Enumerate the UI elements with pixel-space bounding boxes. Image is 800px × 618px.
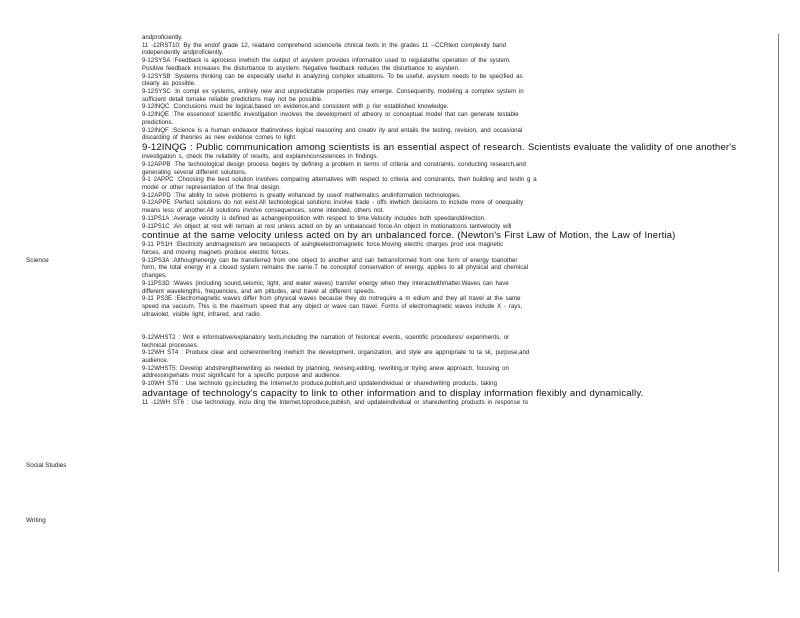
- standards-line: investigation s, check the reliability of results, and explaininconsistences in findings.: [142, 153, 379, 161]
- standards-line: advantage of technology's capacity to link to other information and to display information flexibly and dynamically.: [142, 387, 644, 399]
- standards-line: audience.: [142, 356, 169, 364]
- standards-line: predictions.: [142, 118, 174, 126]
- standards-line: 11 -12WH ST6 : Use technology, inclu ding the Internet,toproduce,publish, and updateindividual or sharedwriting products in response to: [142, 398, 529, 406]
- subject-writing: Writing: [26, 517, 46, 524]
- standards-line: discarding of theories as new evidence comes to light.: [142, 134, 297, 142]
- standards-line: 9-11PS3D :Waves (including sound,seismic, light, and water waves) transfer energy when they interactwithmatter.Waves can have: [142, 279, 509, 287]
- standards-line: generating several different solutions.: [142, 168, 247, 176]
- standards-line: 9-11 PS3E :Electromagnetic waves differ from physical waves because they do notrequire a m edium and they all travel at the same: [142, 295, 521, 303]
- standards-line: 9-12WH ST4 : Produce clear and coherentwriting inwhich the development, organization, and style are appropriate to ta sk, purpose,and: [142, 349, 530, 357]
- standards-line: 9-10WH ST6 : Use technolo gy,including the Internet,to produce,publish,and updateindividual or sharedwriting products, taking: [142, 380, 497, 388]
- standards-line: model or other representation of the final design.: [142, 183, 281, 191]
- standards-line: Positive feedback increases the disturbance to asystem. Negative feedback reduces the disturbance to asystem.: [142, 64, 460, 72]
- standards-line: ultraviolet, visible light, infrared, and radio.: [142, 310, 262, 318]
- standards-text: [142, 34, 776, 407]
- standards-line: 9-12WHST5: Develop andstrengthenwriting as needed by planning, revising,editing, rewriting,or trying anew approach, focusing on: [142, 364, 509, 372]
- standards-line: 9-12SYSA :Feedback is aprocess inwhich the output of asystem provides information used to regulatethe operation of the system.: [142, 57, 511, 65]
- standards-line: changes.: [142, 272, 167, 280]
- standards-line: form, the total energy in a closed system remains the same.T he conceptof conservation of energy, applies to all physical and chemical: [142, 264, 528, 272]
- standards-line: 9-11PS1A :Average velocity is defined as achangeinposition with respect to time.Velocity includes both speedanddirection.: [142, 214, 486, 222]
- standards-line: 9-11 PS1H :Electricity andmagnetism are twoaspects of asingleelectromagnetic force.Moving electric charges prod uce magnetic: [142, 241, 504, 249]
- standards-line: 11 -12RST10: By the endof grade 12, readand comprehend science/te chnical texts in the grades 11 -‐CCRtext complexity band: [142, 41, 507, 49]
- standards-line: means less of another.All solutions involve consequences, some intended, others not.: [142, 207, 385, 215]
- standards-line: speed ina vacuum. This is the maximum speed that any object or wave can travel. Forms of electromagnetic waves include X - rays,: [142, 303, 523, 310]
- standards-line: 9-1 2APPC :Choosing the best solution involves comparing alternatives with respect to criteria and constraints, then building and testin g a: [142, 176, 537, 184]
- standards-line: continue at the same velocity unless acted on by an unbalanced force. (Newton's First Law of Motion, the Law of Inertia): [142, 230, 676, 242]
- standards-line: 9-12APPD :The ability to solve problems is greatly enhanced by useof mathematics andinformation technologies.: [142, 191, 461, 199]
- standards-line: 9-11PS1C :An object at rest will remain at rest unless acted on by an unbalanced force.An object in motionatcons tantvelocity will: [142, 222, 512, 230]
- standards-line: 9-12SYSC :In compl ex systems, entirely new and unpredictable properties may emerge. Consequently, modeling a complex system in: [142, 88, 524, 96]
- standards-line: different wavelengths, frequencies, and am plitudes, and travel at different speeds.: [142, 287, 376, 295]
- standards-line: independently andproficiently.: [142, 49, 224, 57]
- standards-line: 9-12WHST2 : Writ e informative/explanatory texts,including the narration of historical events, scientific procedures/ experiments, or: [142, 333, 510, 341]
- column-divider: [778, 34, 779, 572]
- standards-line: 9-12INQG : Public communication among scientists is an essential aspect of research. Scientists evaluate the validity of one another's: [142, 142, 737, 154]
- standards-line: 9-12INQE :The essenceof scientific investigation involves the development of atheory or conceptual model that can generate testable: [142, 111, 519, 119]
- standards-line: forces, and moving magnets produce electric forces.: [142, 248, 290, 256]
- standards-line: 9-12INQC :Conclusions must be logical,based on evidence,and consistent with p rior established knowledge.: [142, 103, 449, 111]
- standards-line: sufficient detail tomake reliable predictions may not be possible.: [142, 95, 323, 103]
- standards-line: technical processes.: [142, 341, 199, 349]
- subject-science: Science: [26, 257, 49, 264]
- standards-line: 9-12APPE :Perfect solutions do not exist.All technological solutions involve trade - offs inwhich decisions to include more of onequality: [142, 199, 524, 207]
- standards-line: addressingwhatis most significant for a specific purpose and audience.: [142, 372, 342, 380]
- standards-line: clearly as possible.: [142, 80, 196, 88]
- standards-line: andproficiently.: [142, 34, 183, 41]
- subject-social-studies: Social Studies: [26, 462, 67, 469]
- spacer: [142, 318, 776, 326]
- standards-line: 9-12SYSB :Systems thinking can be especially useful in analyzing complex situations. To be useful, asystem needs to be specified as: [142, 72, 523, 80]
- standards-line: 9-12INQF :Science is a human endeavor thatinvolves logical reasoning and creativ ity and entails the testing, revision, and occasional: [142, 126, 523, 134]
- standards-line: 9-12APPB :The technological design process begins by defining a problem in terms of criteria and constraints, conducting research,and: [142, 160, 526, 168]
- standards-line: 9-11PS3A :Althoughenergy can be transferred from one object to another and can betransformed from one form of energy toanother: [142, 256, 518, 264]
- spacer: [142, 326, 776, 334]
